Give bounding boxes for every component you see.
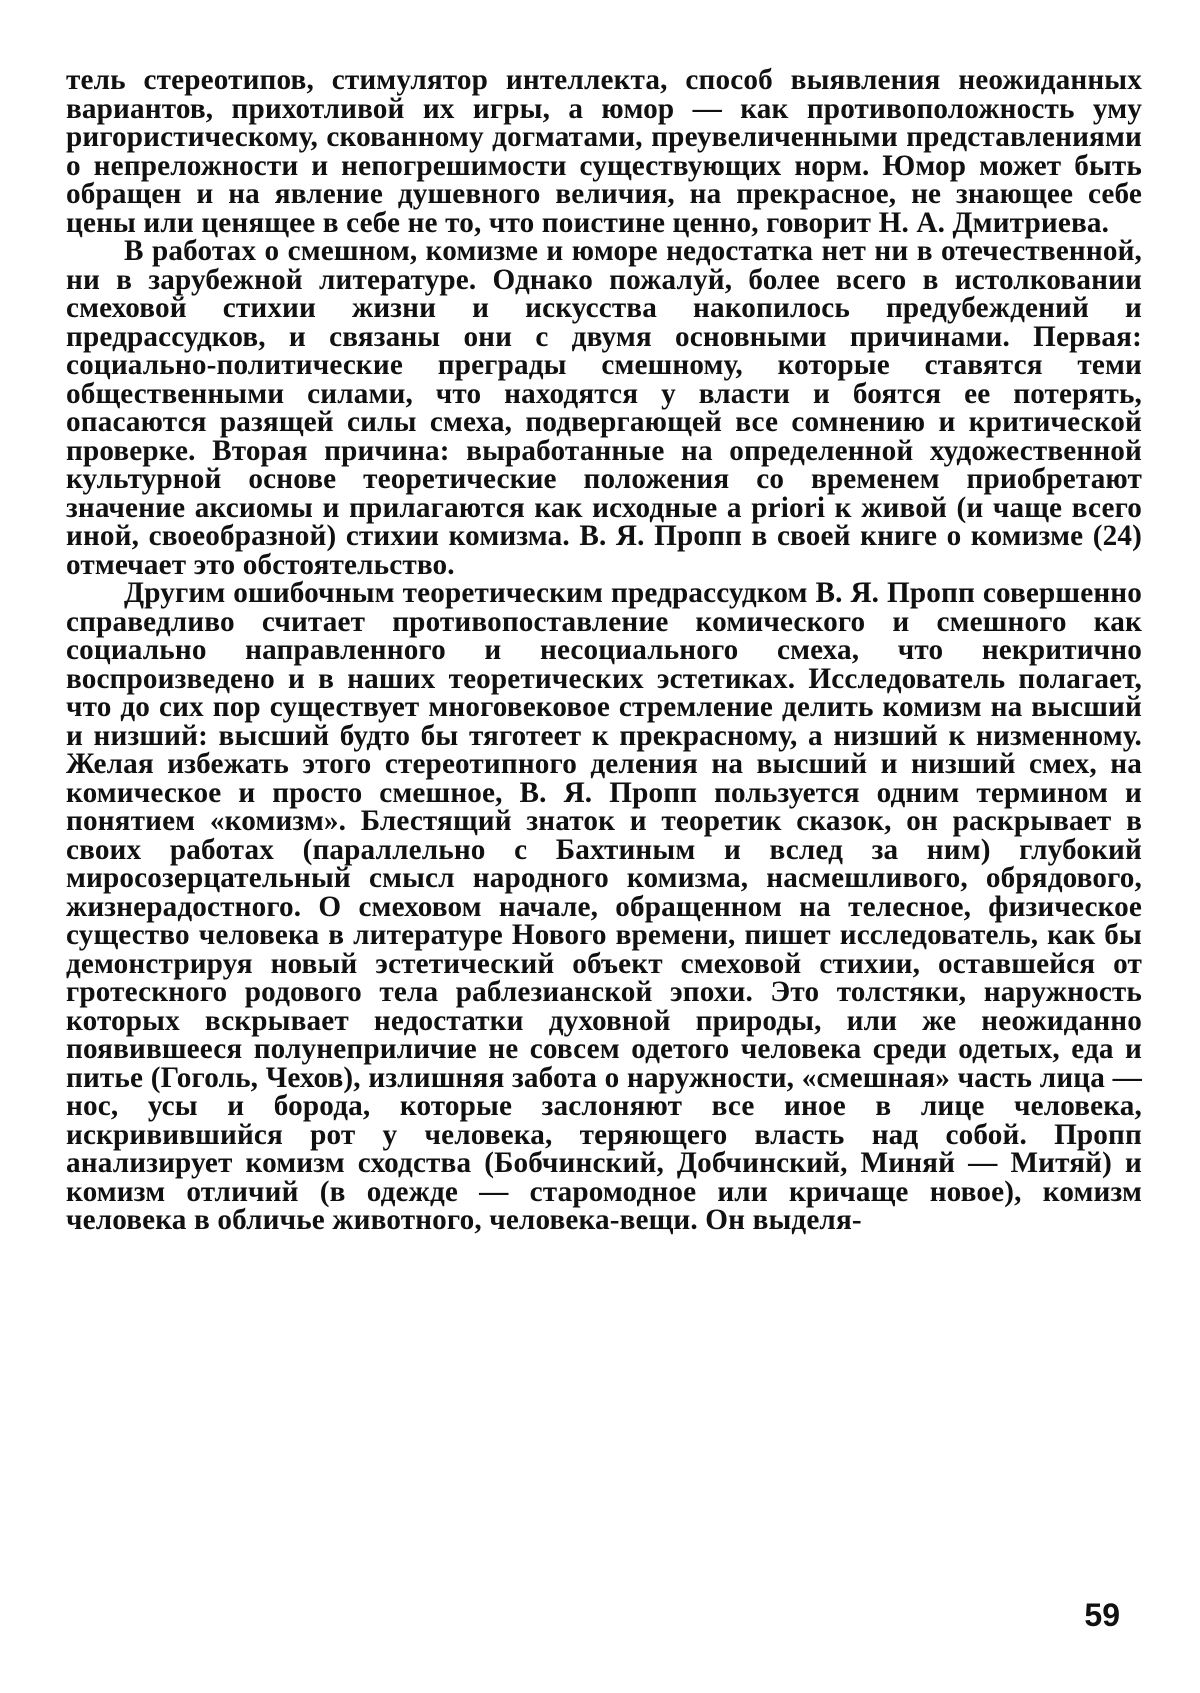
page-number: 59 bbox=[1084, 1597, 1120, 1633]
paragraph-1: тель стереотипов, стимулятор интеллекта, способ выявления неожиданных вариантов, прихотливой их игры, а юмор — как противоположность уму ригористическому, скованному догматами, преувеличенными представлениями о непреложности и непогрешимости существующих норм. Юмор может быть обращен и на явление душевного величия, на прекрасное, не знающее себе цены или ценящее в себе не то, что поистине ценно, говорит Н. А. Дмитриева. bbox=[66, 66, 1142, 239]
paragraph-2: В работах о смешном, комизме и юморе недостатка нет ни в отечественной, ни в зарубежной литературе. Однако пожалуй, более всего в истолковании смеховой стихии жизни и искусства накопилось предубеждений и предрассудков, и связаны они с двумя основными причинами. Первая: социально-политические преграды смешному, которые ставятся теми общественными силами, что находятся у власти и боятся ее потерять, опасаются разящей силы смеха, подвергающей все сомнению и критической проверке. Вторая причина: выработанные на определенной художественной культурной основе теоретические положения со временем приобретают значение аксиомы и прилагаются как исходные a priori к живой (и чаще всего иной, своеобразной) стихии комизма. В. Я. Пропп в своей книге о комизме (24) отмечает это обстоятельство. bbox=[66, 235, 1142, 581]
page-text bbox=[66, 66, 1142, 1235]
page-body bbox=[66, 66, 1142, 1606]
paragraph-3: Другим ошибочным теоретическим предрассудком В. Я. Пропп совершенно справедливо считает противопоставление комического и смешного как социально направленного и несоциального смеха, что некритично воспроизведено и в наших теоретических эстетиках. Исследователь полагает, что до сих пор существует многовековое стремление делить комизм на высший и низший: высший будто бы тяготеет к прекрасному, а низший к низменному. Желая избежать этого стереотипного деления на высший и низший смех, на комическое и просто смешное, В. Я. Пропп пользуется одним термином и понятием «комизм». Блестящий знаток и теоретик сказок, он раскрывает в своих работах (параллельно с Бахтиным и вслед за ним) глубокий миросозерцательный смысл народного комизма, насмешливого, обрядового, жизнерадостного. О смеховом начале, обращенном на телесное, физическое существо человека в литературе Нового времени, пишет исследователь, как бы демонстрируя новый эстетический объект смеховой стихии, оставшейся от гротескного родового тела раблезианской эпохи. Это толстяки, наружность которых вскрывает недостатки духовной природы, или же неожиданно появившееся полунеприличие не совсем одетого человека среди одетых, еда и питье (Гоголь, Чехов), излишняя забота о наружности, «смешная» часть лица — нос, усы и борода, которые заслоняют все иное в лице человека, искривившийся рот у человека, теряющего власть над собой. Пропп анализирует комизм сходства (Бобчинский, Добчинский, Миняй — Митяй) и комизм отличий (в одежде — старомодное или кричаще новое), комизм человека в обличье животного, человека-вещи. Он выделя- bbox=[66, 577, 1142, 1236]
